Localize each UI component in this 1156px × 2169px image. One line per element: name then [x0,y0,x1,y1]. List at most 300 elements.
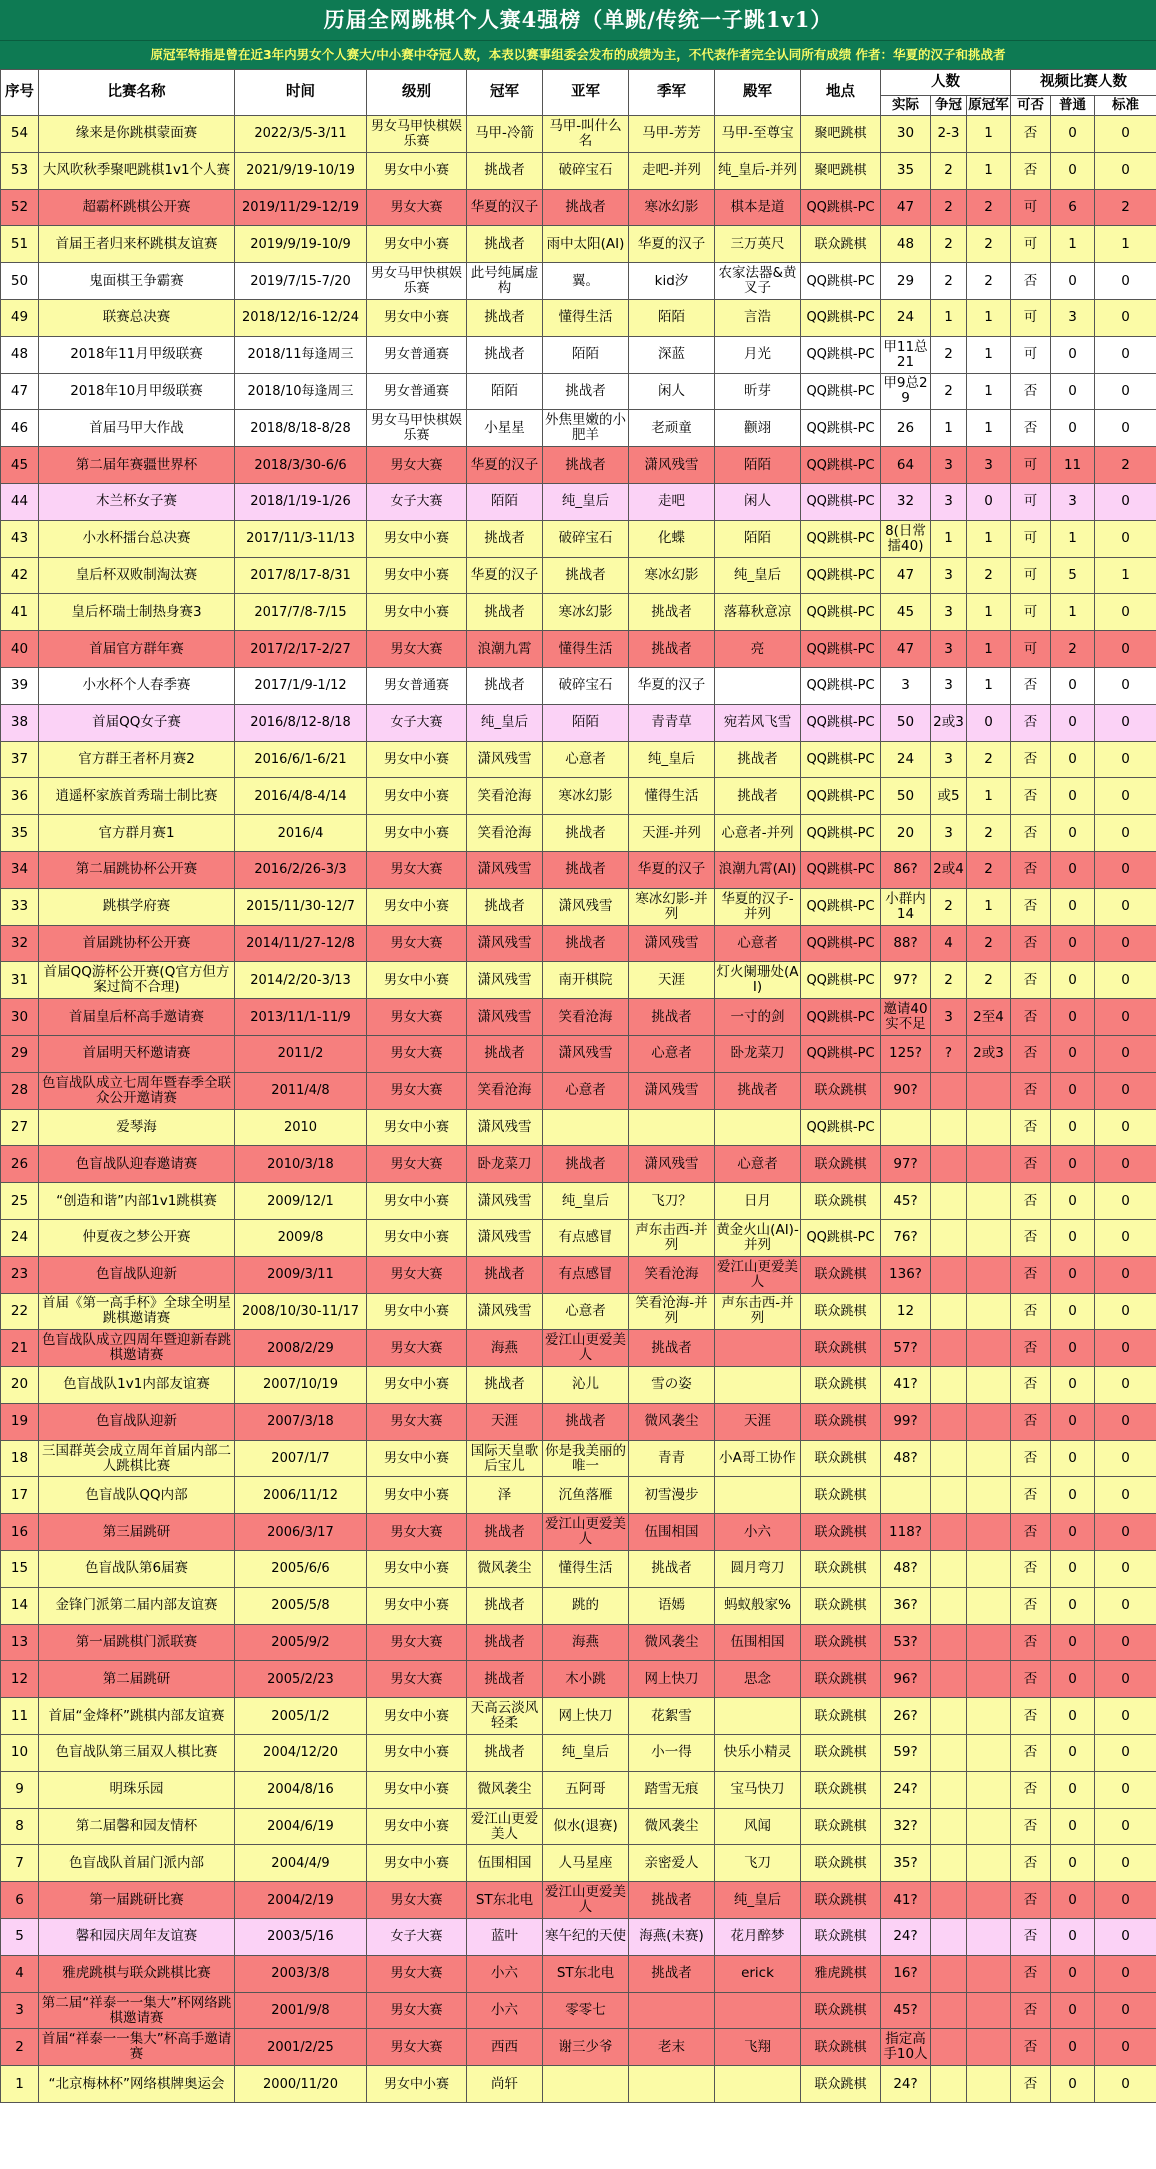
cell-level: 男女大赛 [367,851,467,888]
cell-normal: 0 [1051,1367,1095,1404]
cell-level: 男女中小赛 [367,1293,467,1330]
cell-time: 2018/11每逢周三 [235,336,367,373]
cell-no: 46 [1,410,39,447]
cell-no: 39 [1,667,39,704]
cell-third: 华夏的汉子 [629,851,715,888]
cell-level: 男女中小赛 [367,815,467,852]
cell-contend: 2或3 [931,704,967,741]
cell-former-champ: 1 [967,520,1011,557]
cell-fourth: 心意者 [715,925,801,962]
cell-runner-up: 潇风残雪 [543,1035,629,1072]
table-row [1,1183,1156,1220]
cell-level: 男女中小赛 [367,557,467,594]
cell-no: 6 [1,1882,39,1919]
cell-no: 16 [1,1514,39,1551]
cell-no: 49 [1,299,39,336]
cell-available: 否 [1011,1919,1051,1956]
cell-venue: QQ跳棋-PC [801,925,881,962]
cell-fourth: 农家法器&黄叉子 [715,263,801,300]
cell-time: 2017/11/3-11/13 [235,520,367,557]
header-level: 级别 [367,70,467,116]
cell-contend [931,1624,967,1661]
cell-standard: 0 [1095,1035,1156,1072]
cell-standard: 0 [1095,925,1156,962]
cell-no: 41 [1,594,39,631]
cell-available: 否 [1011,888,1051,925]
cell-actual: 47 [881,189,931,226]
cell-level: 男女中小赛 [367,1808,467,1845]
cell-contend: 3 [931,999,967,1036]
cell-no: 27 [1,1109,39,1146]
cell-third: 青青 [629,1440,715,1477]
header-contend: 争冠 [931,96,967,116]
cell-actual: 35 [881,152,931,189]
cell-actual: 53? [881,1624,931,1661]
cell-fourth: 亮 [715,631,801,668]
cell-runner-up: 翼。 [543,263,629,300]
cell-venue: 雅虎跳棋 [801,1955,881,1992]
cell-name: 仲夏夜之梦公开赛 [39,1219,235,1256]
cell-former-champ: 2 [967,925,1011,962]
cell-no: 37 [1,741,39,778]
cell-runner-up: 心意者 [543,1072,629,1109]
cell-third: 老末 [629,2029,715,2066]
cell-standard: 0 [1095,336,1156,373]
cell-fourth [715,1992,801,2029]
cell-time: 2006/11/12 [235,1477,367,1514]
cell-champion: 华夏的汉子 [467,189,543,226]
cell-time: 2018/3/30-6/6 [235,447,367,484]
cell-actual: 小群内14 [881,888,931,925]
cell-contend [931,1146,967,1183]
cell-name: 首届跳协杯公开赛 [39,925,235,962]
table-row [1,1735,1156,1772]
cell-available: 否 [1011,1992,1051,2029]
cell-normal: 0 [1051,1403,1095,1440]
cell-former-champ [967,1955,1011,1992]
cell-name: 2018年10月甲级联赛 [39,373,235,410]
table-row [1,1698,1156,1735]
cell-contend [931,2066,967,2103]
cell-actual: 45 [881,594,931,631]
cell-normal: 0 [1051,1256,1095,1293]
cell-actual: 3 [881,667,931,704]
cell-level: 男女大赛 [367,2029,467,2066]
cell-champion: 潇风残雪 [467,1183,543,1220]
table-row [1,483,1156,520]
cell-standard: 0 [1095,1808,1156,1845]
cell-normal: 0 [1051,2066,1095,2103]
cell-former-champ [967,1109,1011,1146]
cell-contend [931,1735,967,1772]
cell-available: 否 [1011,373,1051,410]
cell-name: “北京梅林杯”网络棋牌奥运会 [39,2066,235,2103]
cell-normal: 0 [1051,1661,1095,1698]
cell-fourth: 三万英尺 [715,226,801,263]
table-row [1,962,1156,999]
cell-venue: QQ跳棋-PC [801,336,881,373]
cell-level: 男女中小赛 [367,1735,467,1772]
cell-level: 男女大赛 [367,1256,467,1293]
cell-normal: 0 [1051,1514,1095,1551]
cell-former-champ: 2 [967,815,1011,852]
cell-normal: 0 [1051,263,1095,300]
cell-level: 男女大赛 [367,1072,467,1109]
cell-former-champ: 2至4 [967,999,1011,1036]
cell-level: 男女中小赛 [367,2066,467,2103]
cell-time: 2011/2 [235,1035,367,1072]
cell-venue: QQ跳棋-PC [801,741,881,778]
cell-normal: 3 [1051,483,1095,520]
cell-contend [931,1808,967,1845]
cell-name: 第一届跳研比赛 [39,1882,235,1919]
cell-venue: 联众跳棋 [801,1440,881,1477]
cell-no: 7 [1,1845,39,1882]
cell-contend: 3 [931,557,967,594]
cell-contend: 3 [931,594,967,631]
cell-available: 否 [1011,1183,1051,1220]
cell-fourth: 声东击西-并列 [715,1293,801,1330]
cell-venue: QQ跳棋-PC [801,888,881,925]
cell-level: 男女中小赛 [367,1219,467,1256]
cell-venue: 联众跳棋 [801,1771,881,1808]
cell-contend [931,1403,967,1440]
table-row [1,1624,1156,1661]
cell-former-champ: 2或3 [967,1035,1011,1072]
cell-name: 色盲战队第6届赛 [39,1551,235,1588]
cell-name: 首届QQ女子赛 [39,704,235,741]
cell-level: 男女中小赛 [367,1109,467,1146]
table-row [1,1771,1156,1808]
cell-name: 木兰杯女子赛 [39,483,235,520]
cell-fourth: 一寸的剑 [715,999,801,1036]
cell-standard: 0 [1095,1587,1156,1624]
cell-name: 色盲战队首届门派内部 [39,1845,235,1882]
cell-level: 男女大赛 [367,1955,467,1992]
cell-normal: 0 [1051,1330,1095,1367]
cell-former-champ: 1 [967,336,1011,373]
cell-former-champ: 0 [967,704,1011,741]
cell-no: 9 [1,1771,39,1808]
cell-standard: 0 [1095,1955,1156,1992]
cell-contend: 2 [931,373,967,410]
cell-champion: 笑看沧海 [467,1072,543,1109]
cell-no: 14 [1,1587,39,1624]
cell-fourth [715,1330,801,1367]
cell-standard: 0 [1095,1551,1156,1588]
cell-venue: 联众跳棋 [801,2029,881,2066]
cell-runner-up: 有点感冒 [543,1219,629,1256]
cell-contend: 2 [931,888,967,925]
cell-venue: 联众跳棋 [801,1587,881,1624]
cell-normal: 0 [1051,1771,1095,1808]
cell-standard: 0 [1095,1771,1156,1808]
cell-actual: 76? [881,1219,931,1256]
table-row [1,1440,1156,1477]
cell-available: 否 [1011,1771,1051,1808]
table-row [1,336,1156,373]
cell-normal: 0 [1051,667,1095,704]
cell-no: 40 [1,631,39,668]
cell-runner-up: 网上快刀 [543,1698,629,1735]
cell-standard: 1 [1095,557,1156,594]
cell-runner-up: 破碎宝石 [543,152,629,189]
cell-standard: 0 [1095,999,1156,1036]
cell-champion: 陌陌 [467,373,543,410]
cell-time: 2006/3/17 [235,1514,367,1551]
cell-actual: 16? [881,1955,931,1992]
table-row [1,2029,1156,2066]
cell-actual: 32 [881,483,931,520]
cell-third: 挑战者 [629,594,715,631]
cell-name: 第二届年赛疆世界杯 [39,447,235,484]
cell-no: 32 [1,925,39,962]
cell-standard: 0 [1095,888,1156,925]
cell-actual: 48? [881,1551,931,1588]
cell-time: 2022/3/5-3/11 [235,116,367,153]
cell-actual: 35? [881,1845,931,1882]
cell-level: 男女大赛 [367,447,467,484]
cell-standard: 0 [1095,1330,1156,1367]
cell-actual: 甲11总21 [881,336,931,373]
cell-level: 女子大赛 [367,483,467,520]
table-header [1,70,1156,116]
cell-time: 2009/12/1 [235,1183,367,1220]
cell-time: 2005/5/8 [235,1587,367,1624]
cell-time: 2005/9/2 [235,1624,367,1661]
cell-time: 2004/8/16 [235,1771,367,1808]
cell-name: 大风吹秋季聚吧跳棋1v1个人赛 [39,152,235,189]
cell-champion: 潇风残雪 [467,962,543,999]
cell-third: 走吧 [629,483,715,520]
cell-venue: 联众跳棋 [801,1256,881,1293]
cell-name: 色盲战队成立四周年暨迎新春跳棋邀请赛 [39,1330,235,1367]
table-row [1,1661,1156,1698]
cell-former-champ: 2 [967,962,1011,999]
cell-name: 首届王者归来杯跳棋友谊赛 [39,226,235,263]
cell-name: 跳棋学府赛 [39,888,235,925]
cell-venue: QQ跳棋-PC [801,373,881,410]
table-row [1,1072,1156,1109]
cell-actual: 118? [881,1514,931,1551]
cell-time: 2008/10/30-11/17 [235,1293,367,1330]
cell-standard: 2 [1095,447,1156,484]
cell-name: 第二届馨和园友情杯 [39,1808,235,1845]
cell-runner-up: 心意者 [543,1293,629,1330]
cell-runner-up: 懂得生活 [543,1551,629,1588]
cell-name: 皇后杯双败制淘汰赛 [39,557,235,594]
cell-level: 男女大赛 [367,1514,467,1551]
cell-time: 2018/1/19-1/26 [235,483,367,520]
cell-no: 51 [1,226,39,263]
cell-name: 馨和园庆周年友谊赛 [39,1919,235,1956]
cell-normal: 0 [1051,1955,1095,1992]
cell-time: 2001/2/25 [235,2029,367,2066]
cell-former-champ: 2 [967,851,1011,888]
cell-contend [931,1587,967,1624]
cell-third: 陌陌 [629,299,715,336]
cell-champion: 挑战者 [467,888,543,925]
cell-actual: 47 [881,631,931,668]
cell-venue: QQ跳棋-PC [801,520,881,557]
cell-champion: 纯_皇后 [467,704,543,741]
cell-third: 懂得生活 [629,778,715,815]
cell-standard: 0 [1095,1403,1156,1440]
cell-fourth: 月光 [715,336,801,373]
cell-name: 首届明天杯邀请赛 [39,1035,235,1072]
cell-time: 2021/9/19-10/19 [235,152,367,189]
cell-third [629,2066,715,2103]
cell-runner-up: 爱江山更爱美人 [543,1330,629,1367]
cell-normal: 0 [1051,999,1095,1036]
cell-venue: QQ跳棋-PC [801,483,881,520]
cell-fourth: 纯_皇后-并列 [715,152,801,189]
cell-no: 28 [1,1072,39,1109]
cell-contend: 3 [931,631,967,668]
cell-runner-up: 挑战者 [543,1403,629,1440]
cell-available: 否 [1011,851,1051,888]
cell-time: 2016/2/26-3/3 [235,851,367,888]
cell-former-champ [967,1661,1011,1698]
cell-standard: 0 [1095,263,1156,300]
table-row [1,2066,1156,2103]
cell-actual: 86? [881,851,931,888]
table-row [1,778,1156,815]
cell-contend: 2 [931,189,967,226]
cell-level: 男女大赛 [367,1661,467,1698]
cell-level: 男女中小赛 [367,1183,467,1220]
cell-name: 首届QQ游杯公开赛(Q官方但方案过简不合理) [39,962,235,999]
cell-champion: 小六 [467,1955,543,1992]
cell-venue: 聚吧跳棋 [801,152,881,189]
cell-actual: 26 [881,410,931,447]
cell-available: 否 [1011,999,1051,1036]
cell-time: 2013/11/1-11/9 [235,999,367,1036]
cell-level: 男女中小赛 [367,741,467,778]
cell-former-champ [967,1367,1011,1404]
cell-champion: 小六 [467,1992,543,2029]
cell-no: 52 [1,189,39,226]
cell-normal: 0 [1051,410,1095,447]
cell-standard: 0 [1095,116,1156,153]
cell-no: 21 [1,1330,39,1367]
cell-fourth: 挑战者 [715,741,801,778]
table-row [1,888,1156,925]
cell-time: 2009/3/11 [235,1256,367,1293]
header-banner [0,0,1156,69]
cell-venue: 聚吧跳棋 [801,116,881,153]
cell-actual [881,1477,931,1514]
cell-fourth: 黄金火山(AI)-并列 [715,1219,801,1256]
cell-normal: 0 [1051,116,1095,153]
header-fourth: 殿军 [715,70,801,116]
cell-actual: 8(日常擂40) [881,520,931,557]
table-row [1,1845,1156,1882]
cell-name: 明珠乐园 [39,1771,235,1808]
cell-level: 男女中小赛 [367,962,467,999]
cell-no: 43 [1,520,39,557]
cell-actual: 甲9总29 [881,373,931,410]
cell-runner-up: 懂得生活 [543,631,629,668]
cell-normal: 0 [1051,1992,1095,2029]
cell-former-champ: 1 [967,373,1011,410]
cell-available: 否 [1011,815,1051,852]
cell-name: 官方群月赛1 [39,815,235,852]
cell-venue: 联众跳棋 [801,1367,881,1404]
cell-actual: 48 [881,226,931,263]
cell-former-champ: 1 [967,116,1011,153]
cell-standard: 0 [1095,1440,1156,1477]
cell-former-champ [967,1587,1011,1624]
cell-third: 挑战者 [629,631,715,668]
cell-name: 首届“祥泰一一集大”杯高手邀请赛 [39,2029,235,2066]
table-row [1,1514,1156,1551]
cell-standard: 0 [1095,815,1156,852]
cell-venue: 联众跳棋 [801,1072,881,1109]
cell-actual: 24 [881,741,931,778]
cell-runner-up [543,1109,629,1146]
cell-time: 2005/6/6 [235,1551,367,1588]
page-subtitle: 原冠军特指是曾在近3年内男女个人赛大/中小赛中夺冠人数，本表以赛事组委会发布的成绩为主，不代表作者完全认同所有成绩 作者：华夏的汉子和挑战者 [0,40,1156,69]
cell-former-champ: 2 [967,557,1011,594]
cell-contend [931,1293,967,1330]
cell-fourth: 飞翔 [715,2029,801,2066]
cell-time: 2004/2/19 [235,1882,367,1919]
cell-former-champ [967,2029,1011,2066]
cell-available: 否 [1011,1072,1051,1109]
cell-standard: 0 [1095,594,1156,631]
cell-former-champ: 1 [967,888,1011,925]
cell-normal: 0 [1051,925,1095,962]
cell-standard: 0 [1095,741,1156,778]
cell-champion: 挑战者 [467,667,543,704]
cell-no: 38 [1,704,39,741]
cell-third: 挑战者 [629,1955,715,1992]
cell-contend: 2或4 [931,851,967,888]
cell-contend [931,1514,967,1551]
cell-champion: 天高云淡风轻柔 [467,1698,543,1735]
cell-available: 否 [1011,1440,1051,1477]
cell-fourth: 马甲-至尊宝 [715,116,801,153]
cell-contend: 2 [931,152,967,189]
cell-venue: 联众跳棋 [801,1735,881,1772]
cell-venue: QQ跳棋-PC [801,594,881,631]
cell-third: 飞刀？ [629,1183,715,1220]
cell-third: kid汐 [629,263,715,300]
cell-runner-up: 破碎宝石 [543,520,629,557]
cell-champion: 潇风残雪 [467,999,543,1036]
cell-name: 超霸杯跳棋公开赛 [39,189,235,226]
cell-contend: 2 [931,226,967,263]
cell-champion: 华夏的汉子 [467,447,543,484]
cell-no: 30 [1,999,39,1036]
cell-available: 否 [1011,1551,1051,1588]
cell-venue: 联众跳棋 [801,1183,881,1220]
cell-former-champ [967,1992,1011,2029]
table-row [1,815,1156,852]
cell-champion: 挑战者 [467,226,543,263]
cell-champion: 小星星 [467,410,543,447]
cell-contend: 或5 [931,778,967,815]
cell-normal: 0 [1051,1109,1095,1146]
cell-runner-up: 挑战者 [543,189,629,226]
cell-time: 2004/12/20 [235,1735,367,1772]
cell-third: 笑看沧海-并列 [629,1293,715,1330]
cell-third: 亲密爱人 [629,1845,715,1882]
cell-name: 第三届跳研 [39,1514,235,1551]
cell-normal: 0 [1051,152,1095,189]
cell-contend: 3 [931,667,967,704]
